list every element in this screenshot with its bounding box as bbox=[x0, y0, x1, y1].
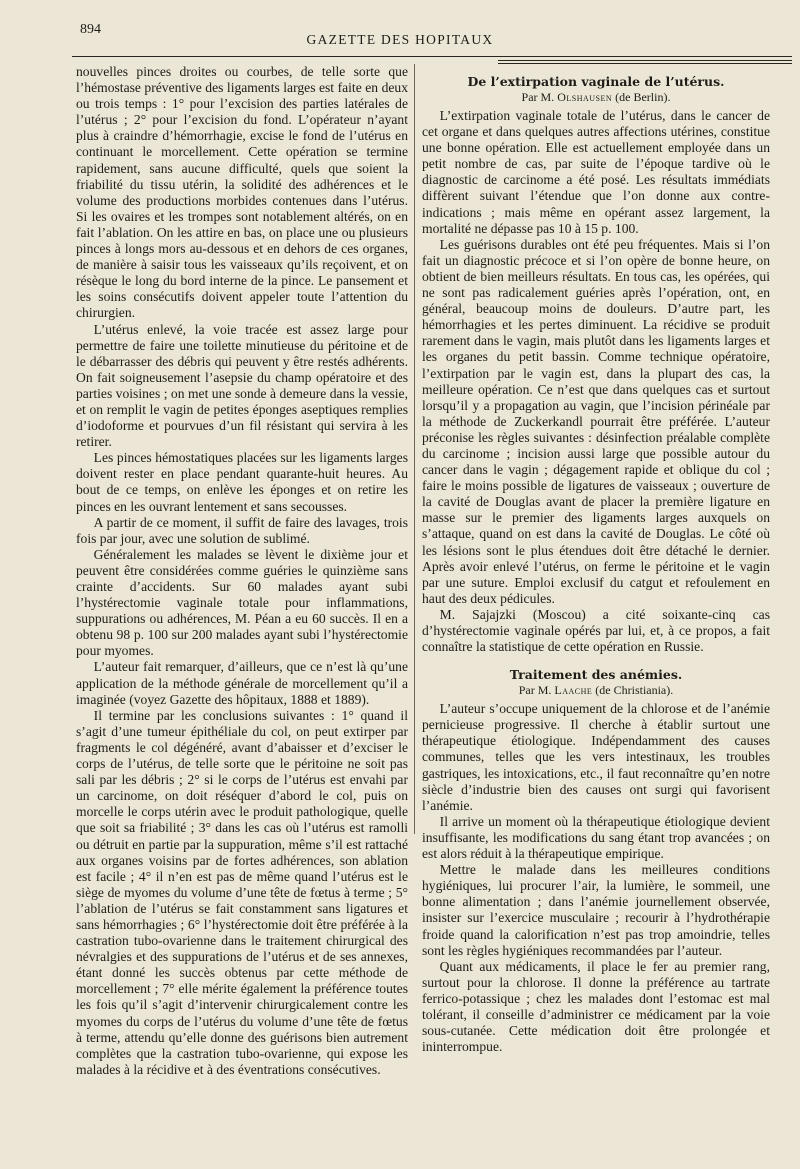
article2-paragraph-2: Il arrive un moment où la thérapeutique étiologique devient insuffisante, les modifications du sang étant trop avancées ; on est alors réduit à la thérapeutique empirique. bbox=[422, 813, 770, 862]
article-author-laache bbox=[422, 683, 770, 697]
right-column bbox=[422, 74, 770, 1055]
article1-paragraph-1: L’extirpation vaginale totale de l’utérus, dans le cancer de cet organe et dans quelques autres affections utérines, constitue une bonne opération. Elle est actuellement employée dans un petit nombre de cas, par suite de l’époque tardive où le diagnostic de carcinome a été posé. Les résultats immédiats diffèrent suivant l’étendue que l’on donne aux contre-indications ; mais même en opérant assez largement, la mortalité ne dépasse pas 10 à 15 p. 100. bbox=[422, 108, 770, 236]
header-double-rule bbox=[498, 60, 792, 61]
column-divider bbox=[414, 64, 415, 834]
article1-paragraph-3: M. Sajajzki (Moscou) a cité soixante-cinq cas d’hystérectomie vaginale opérés par lui, et, à ce propos, a fait connaître la statistique de cette opération en Russie. bbox=[422, 606, 770, 655]
article-spacer bbox=[422, 655, 770, 667]
left-paragraph-5: Généralement les malades se lèvent le dixième jour et peuvent être considérées comme guéries le quinzième sans crainte d’accidents. Sur 60 malades ayant subi l’hystérectomie vaginale totale pour inflammations, suppurations ou adhérences, M. Péan a eu 60 succès. Il en a obtenu 98 p. 100 sur 200 malades ayant subi l’hystérectomie pour myomes. bbox=[76, 546, 408, 659]
page-number: 894 bbox=[80, 22, 101, 37]
author-name: Olshausen bbox=[557, 90, 613, 104]
author-suffix: (de Berlin). bbox=[615, 90, 671, 104]
left-paragraph-7: Il termine par les conclusions suivantes : 1° quand il s’agit d’une tumeur épithéliale du col, on peut extirper par fragments le col dégénéré, avant d’abaisser et d’exciser le corps de l’utérus, de telle sorte que le péritoine ne soit pas sali par les débris ; 2° si le corps de l’utérus est envahi par un carcinome, on doit réséquer d’abord le col, puis on morcelle le corps utérin avec le produit pathologique, quelle que soit sa friabilité ; 3° dans les cas où l’utérus est ramolli ou détruit en partie par la suppuration, même s’il est rattaché aux organes voisins par de fortes adhérences, son ablation est facile ; 4° il n’en est pas de même quand l’utérus est le siège de myomes du volume d’une tête de fœtus à terme ; 5° l’ablation de l’utérus se fait constamment sans ligatures et sans hémorrhagies ; 6° l’hystérectomie doit être préférée à la castration tubo-ovarienne dans le traitement chirurgical des névralgies et des suppurations de l’utérus et de ses annexes, étant donné les succès obtenus par cette méthode de morcellement ; 7° elle mérite également la préférence toutes les fois qu’il s’agit d’intervenir chirurgicalement contre les myomes du corps de l’utérus du volume d’une tête de fœtus à terme, attendu qu’elle donne des guérisons bien autrement complètes que la castration tubo-ovarienne, qui expose les malades à la récidive et à des éventrations consécutives. bbox=[76, 707, 408, 1077]
left-paragraph-6: L’auteur fait remarquer, d’ailleurs, que ce n’est là qu’une application de la méthode générale de morcellement qu’il a imaginée (voyez Gazette des hôpitaux, 1888 et 1889). bbox=[76, 659, 408, 707]
author-suffix: (de Christiania). bbox=[595, 683, 674, 698]
left-paragraph-1: nouvelles pinces droites ou courbes, de telle sorte que l’hémostase préventive des ligaments larges est faite en deux ou trois temps : 1° pour l’excision des parties latérales de l’utérus ; 2° pour l’excision du fond. L’opérateur n’ayant plus à craindre d’hémorrhagie, excise le fond de l’utérus en continuant le morcellement. Cette opération se termine rapidement, sans aucune difficulté, quels que soient la friabilité du tissu utérin, la solidité des adhérences et le volume des productions morbides contenues dans l’utérus. Si les ovaires et les trompes sont notablement altérés, on en fait l’ablation. On les attire en bas, on place une ou plusieurs pinces à longs mors au-dessous et en dehors de ces organes, de manière à saisir tous les vaisseaux qu’ils reçoivent, et on résèque le long du bord interne de la pince. Le pansement et les soins consécutifs doivent appeler toute l’attention du chirurgien. bbox=[76, 64, 408, 321]
author-prefix: Par M. bbox=[521, 90, 555, 104]
author-name: Laache bbox=[554, 683, 593, 698]
article2-paragraph-1: L’auteur s’occupe uniquement de la chlorose et de l’anémie pernicieuse progressive. Il cherche à établir surtout une thérapeutique étiologique. Indépendamment des causes communes, telles que les vers intestinaux, les troubles gastriques, les intoxications, etc., il faut reconnaître qu’en notre siècle d’industrie bien des causes ont surgi qui favorisent l’anémie. bbox=[422, 701, 770, 813]
header-rule bbox=[72, 56, 792, 57]
author-prefix: Par M. bbox=[518, 683, 552, 698]
left-paragraph-3: Les pinces hémostatiques placées sur les ligaments larges doivent rester en place pendant quarante-huit heures. Au bout de ce temps, on enlève les éponges et on retire les pinces en les ouvrant lentement et sans secousses. bbox=[76, 450, 408, 514]
article-author-olshausen bbox=[422, 90, 770, 104]
article2-paragraph-3: Mettre le malade dans les meilleures conditions hygiéniques, lui procurer l’air, la lumière, le sommeil, une bonne alimentation ; dans l’anémie journellement observée, insister sur l’exercice musculaire ; recourir à l’hydrothérapie froide quand la calorification n’est pas trop amoindrie, telles sont les règles hygiéniques recommandées par l’auteur. bbox=[422, 862, 770, 958]
header-double-rule-lower bbox=[498, 63, 792, 64]
running-title: GAZETTE DES HOPITAUX bbox=[306, 32, 494, 47]
article1-paragraph-2: Les guérisons durables ont été peu fréquentes. Mais si l’on fait un diagnostic précoce et si l’on opère de bonne heure, on obtient de bien meilleurs résultats. En tous cas, les opérées, qui ne sont pas radicalement guéries après l’opération, ont, en général, beaucoup moins de douleurs. D’autre part, les hémorrhagies et les pertes diminuent. La récidive se produit rarement dans le vagin, mais plutôt dans les ligaments larges et les organes du petit bassin. Comme technique opératoire, l’extirpation par le vagin est, dans la plupart des cas, la meilleure opération. Ce n’est que dans quelques cas et surtout lorsqu’il y a propagation au vagin, que l’incision périnéale par la méthode de Zuckerkandl pourrait être préférée. L’auteur préconise les règles suivantes : désinfection préalable complète du carcinome ; incision aussi large que possible autour du cancer dans le vagin ; dégagement rapide et oblique du col ; faire le moins possible de ligatures de vaisseaux ; ouverture de la cavité de Douglas avant de placer la première ligature en masse sur le premier des ligaments larges auxquels on s’attaque, quand on est dans la cavité de Douglas. Le côté où les lésions sont le plus étendues doit être détaché le dernier. Après avoir enlevé l’utérus, on ferme le péritoine et le vagin par une suture. Emploi exclusif du catgut et refoulement en haut des deux pédicules. bbox=[422, 236, 770, 606]
article2-paragraph-4: Quant aux médicaments, il place le fer au premier rang, surtout pour la chlorose. Il donne la préférence au tartrate ferrico-potassique ; chez les malades dont l’estomac est mal tolérant, il conseille d’administrer ce médicament par la voie sous-cutanée. Cette médication doit être prolongée et ininterrompue. bbox=[422, 958, 770, 1055]
left-column bbox=[76, 64, 408, 1078]
article-title-anemies: Traitement des anémies. bbox=[509, 667, 683, 683]
article-title-extirpation: De l’extirpation vaginale de l’utérus. bbox=[467, 74, 725, 89]
left-paragraph-4: A partir de ce moment, il suffit de faire des lavages, trois fois par jour, avec une solution de sublimé. bbox=[76, 514, 408, 546]
left-paragraph-2: L’utérus enlevé, la voie tracée est assez large pour permettre de faire une toilette minutieuse du péritoine et de le débarrasser des débris qui peuvent y être restés adhérents. On fait soigneusement l’asepsie du champ opératoire et des parties voisines ; on met une sonde à demeure dans la vessie, et on remplit le vagin de petites éponges aseptiques remplies d’iodoforme et pourvues d’un fil résistant qui servira à les retirer. bbox=[76, 321, 408, 450]
